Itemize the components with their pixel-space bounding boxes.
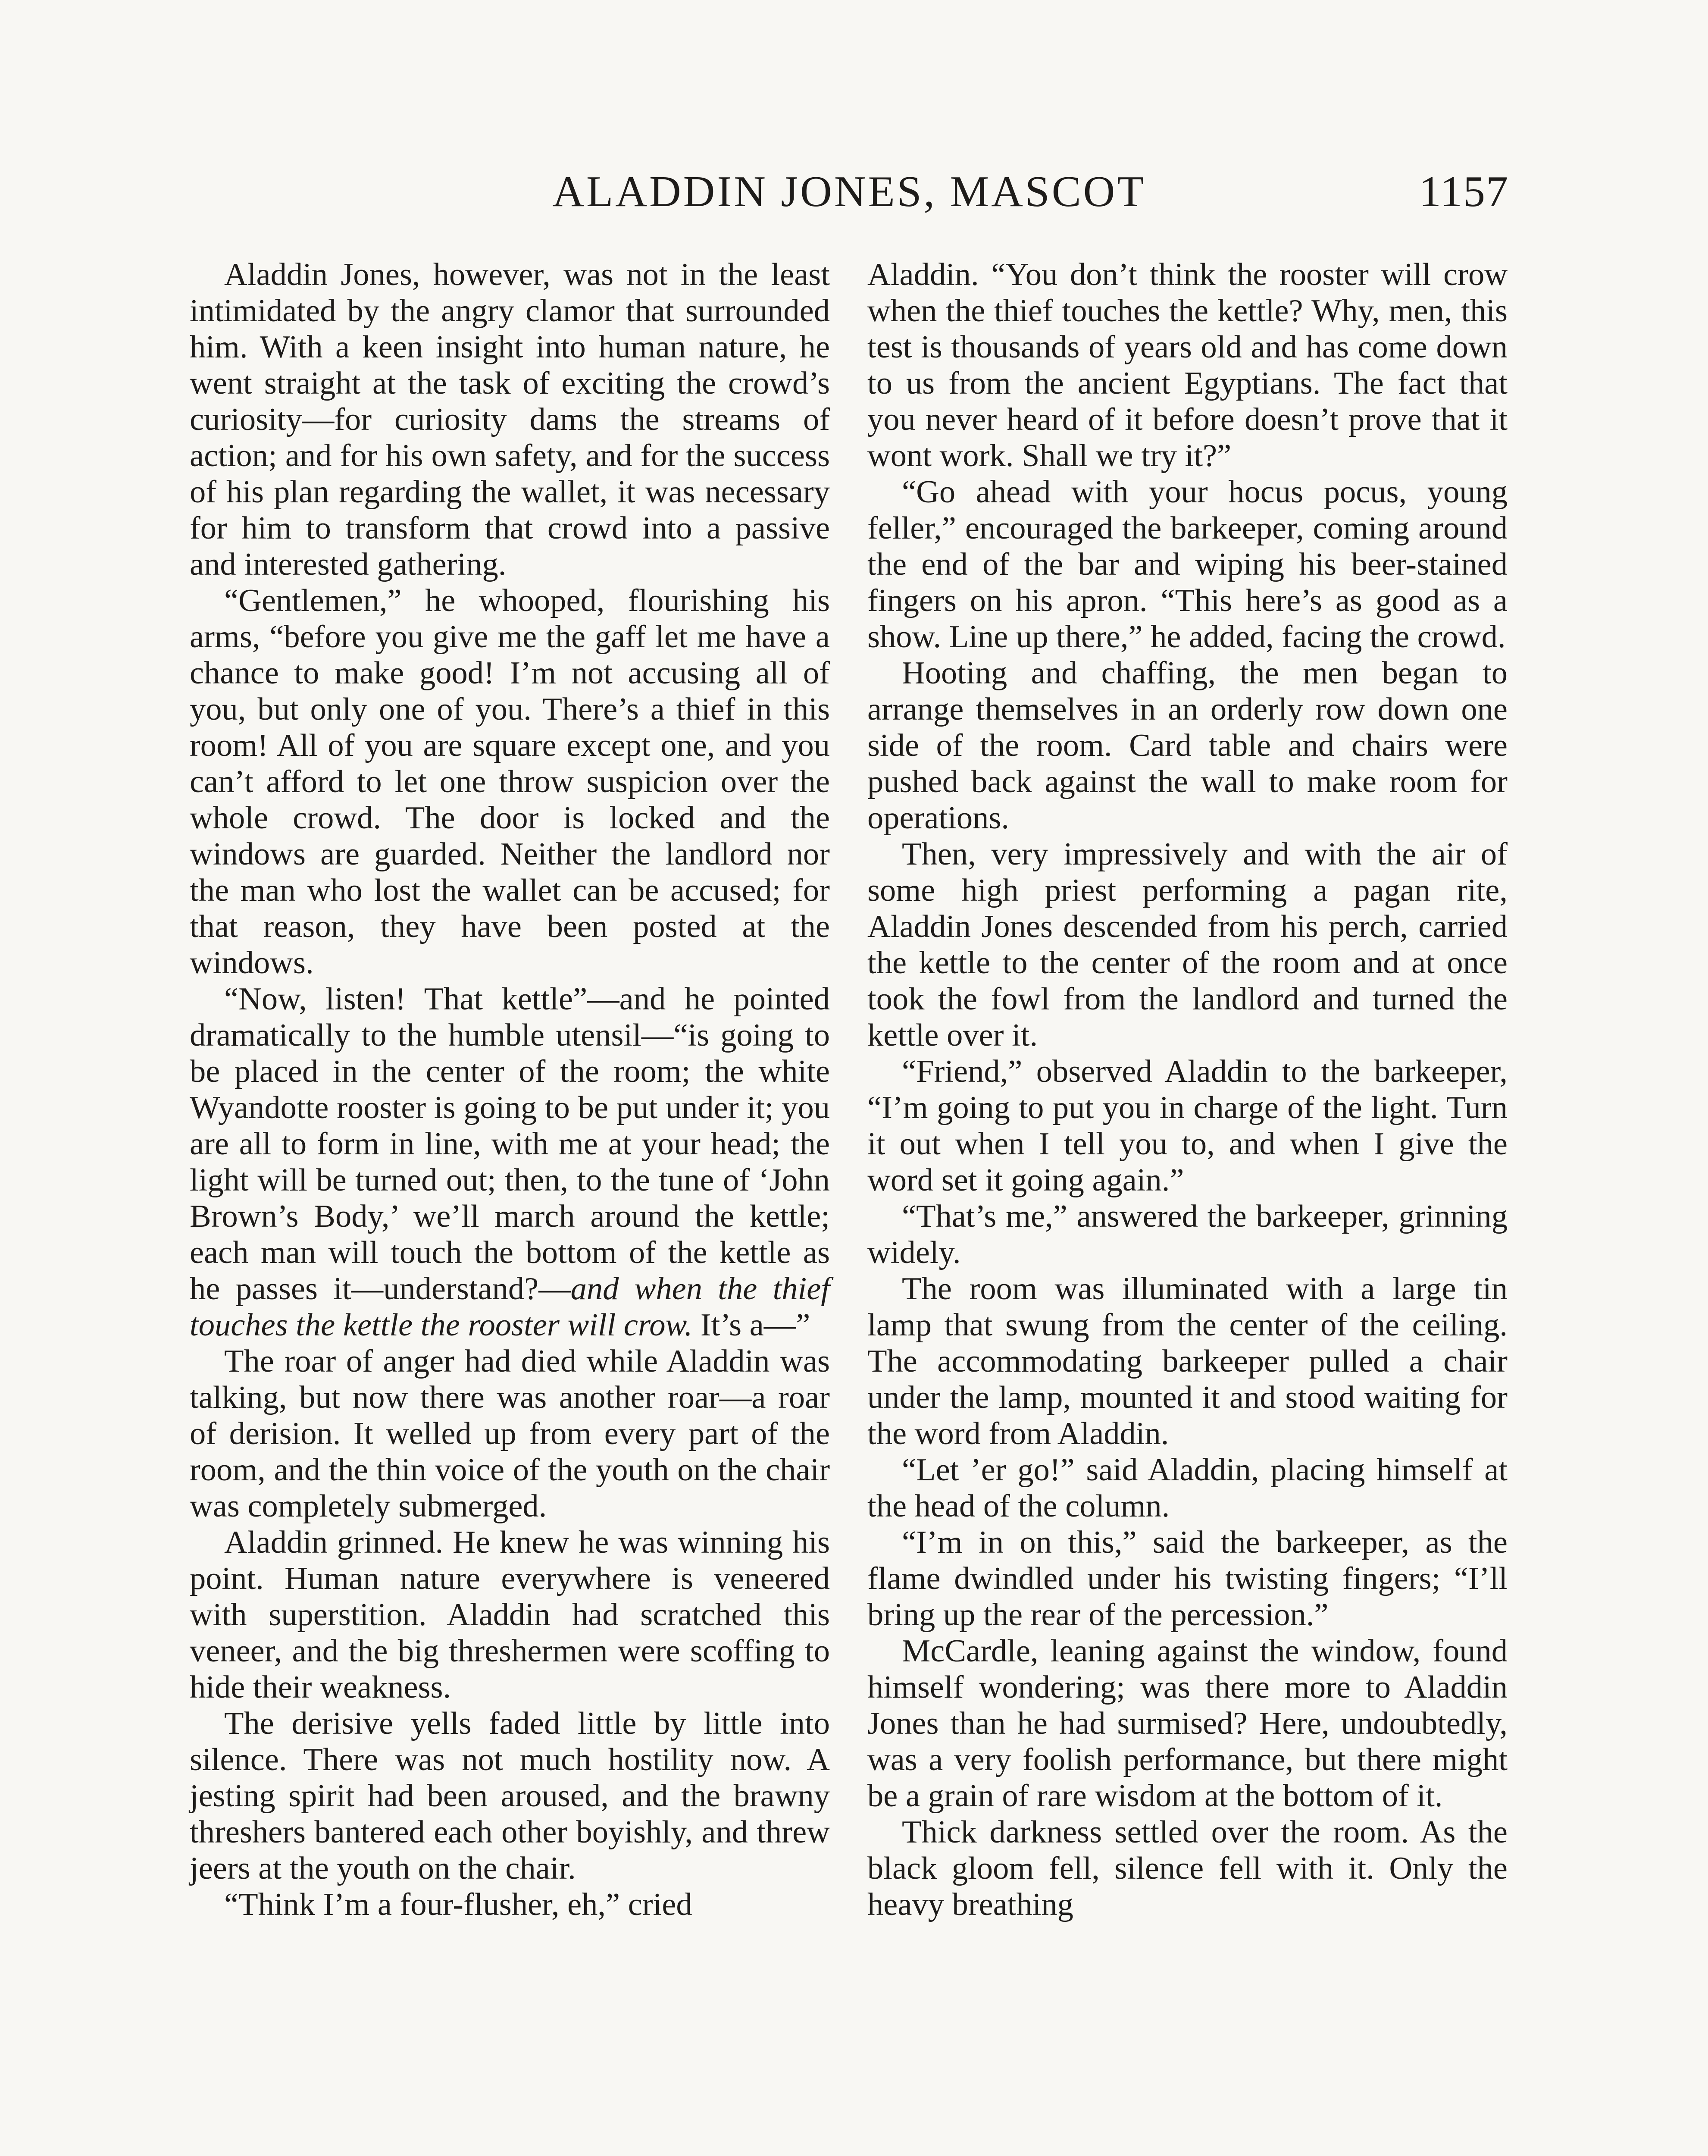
paragraph: McCardle, leaning against the window, found himself wondering; was there more to Aladdin Jones than he had surmised? Here, undoubtedly, was a very foolish performance, but there might be a grain of rare wisdom at the bottom of it. <box>867 1633 1508 1814</box>
paragraph: The room was illuminated with a large tin lamp that swung from the center of the ceiling. The accommodating barkeeper pulled a chair under the lamp, mounted it and stood waiting for the word from Aladdin. <box>867 1271 1508 1451</box>
italic-text: and when the thief touches the kettle the rooster will crow. <box>190 1271 830 1343</box>
paragraph: “Friend,” observed Aladdin to the barkeeper, “I’m going to put you in charge of the light. Turn it out when I tell you to, and when I give the word set it going again.” <box>867 1054 1508 1198</box>
paragraph: “Let ’er go!” said Aladdin, placing himself at the head of the column. <box>867 1452 1508 1524</box>
paragraph: The roar of anger had died while Aladdin was talking, but now there was another roar—a roar of derision. It welled up from every part of the room, and the thin voice of the youth on the chair was completely submerged. <box>190 1344 830 1524</box>
page-number: 1157 <box>1419 167 1509 216</box>
left-column <box>190 257 830 1923</box>
paragraph: “That’s me,” answered the barkeeper, grinning widely. <box>867 1199 1508 1270</box>
paragraph: “Go ahead with your hocus pocus, young feller,” encouraged the barkeeper, coming around the end of the bar and wiping his beer-stained fingers on his apron. “This here’s as good as a show. Line up there,” he added, facing the crowd. <box>867 474 1508 655</box>
paragraph: “Think I’m a four-flusher, eh,” cried <box>224 1887 692 1922</box>
running-title: ALADDIN JONES, MASCOT <box>552 167 1146 216</box>
paragraph: The derisive yells faded little by little into silence. There was not much hostility now. A jesting spirit had been aroused, and the brawny threshers bantered each other boyishly, and threw jeers at the youth on the chair. <box>190 1706 830 1886</box>
paragraph: “Gentlemen,” he whooped, flourishing his arms, “before you give me the gaff let me have a chance to make good! I’m not accusing all of you, but only one of you. There’s a thief in this room! All of you are square except one, and you can’t afford to let one throw suspicion over the whole crowd. The door is locked and the windows are guarded. Neither the landlord nor the man who lost the wallet can be accused; for that reason, they have been posted at the windows. <box>190 583 830 981</box>
paragraph: Aladdin grinned. He knew he was winning his point. Human nature everywhere is veneered with superstition. Aladdin had scratched this veneer, and the big threshermen were scoffing to hide their weakness. <box>190 1525 830 1705</box>
paragraph-text: It’s a—” <box>692 1307 810 1343</box>
paragraph: Hooting and chaffing, the men began to arrange themselves in an orderly row down one side of the room. Card table and chairs were pushed back against the wall to make room for operations. <box>867 655 1508 836</box>
paragraph: Then, very impressively and with the air of some high priest performing a pagan rite, Aladdin Jones descended from his perch, carried the kettle to the center of the room and at once took the fowl from the landlord and turned the kettle over it. <box>867 837 1508 1053</box>
paragraph-text: “Now, listen! That kettle”—and he pointed dramatically to the humble utensil—“is going to be placed in the center of the room; the white Wyandotte rooster is going to be put under it; you are all to form in line, with me at your head; the light will be turned out; then, to the tune of ‘John Brown’s Body,’ we’ll march around the kettle; each man will touch the bottom of the kettle as he passes it—understand?— <box>190 981 830 1307</box>
right-column <box>867 257 1508 1923</box>
paragraph <box>190 981 830 1343</box>
paragraph: “I’m in on this,” said the barkeeper, as the flame dwindled under his twisting fingers; “I’ll bring up the rear of the percession.” <box>867 1525 1508 1633</box>
running-head <box>190 160 1509 224</box>
paragraph: Aladdin Jones, however, was not in the least intimidated by the angry clamor that surrounded him. With a keen insight into human nature, he went straight at the task of exciting the crowd’s curiosity—for curiosity dams the streams of action; and for his own safety, and for the success of his plan regarding the wallet, it was necessary for him to transform that crowd into a passive and interested gathering. <box>190 257 830 582</box>
paragraph-continued: Aladdin. “You don’t think the rooster will crow when the thief touches the kettle? Why, men, this test is thousands of years old and has come down to us from the ancient Egyptians. The fact that you never heard of it before doesn’t prove that it wont work. Shall we try it?” <box>867 257 1508 473</box>
paragraph: Thick darkness settled over the room. As the black gloom fell, silence fell with it. Only the heavy breathing <box>867 1814 1508 1922</box>
